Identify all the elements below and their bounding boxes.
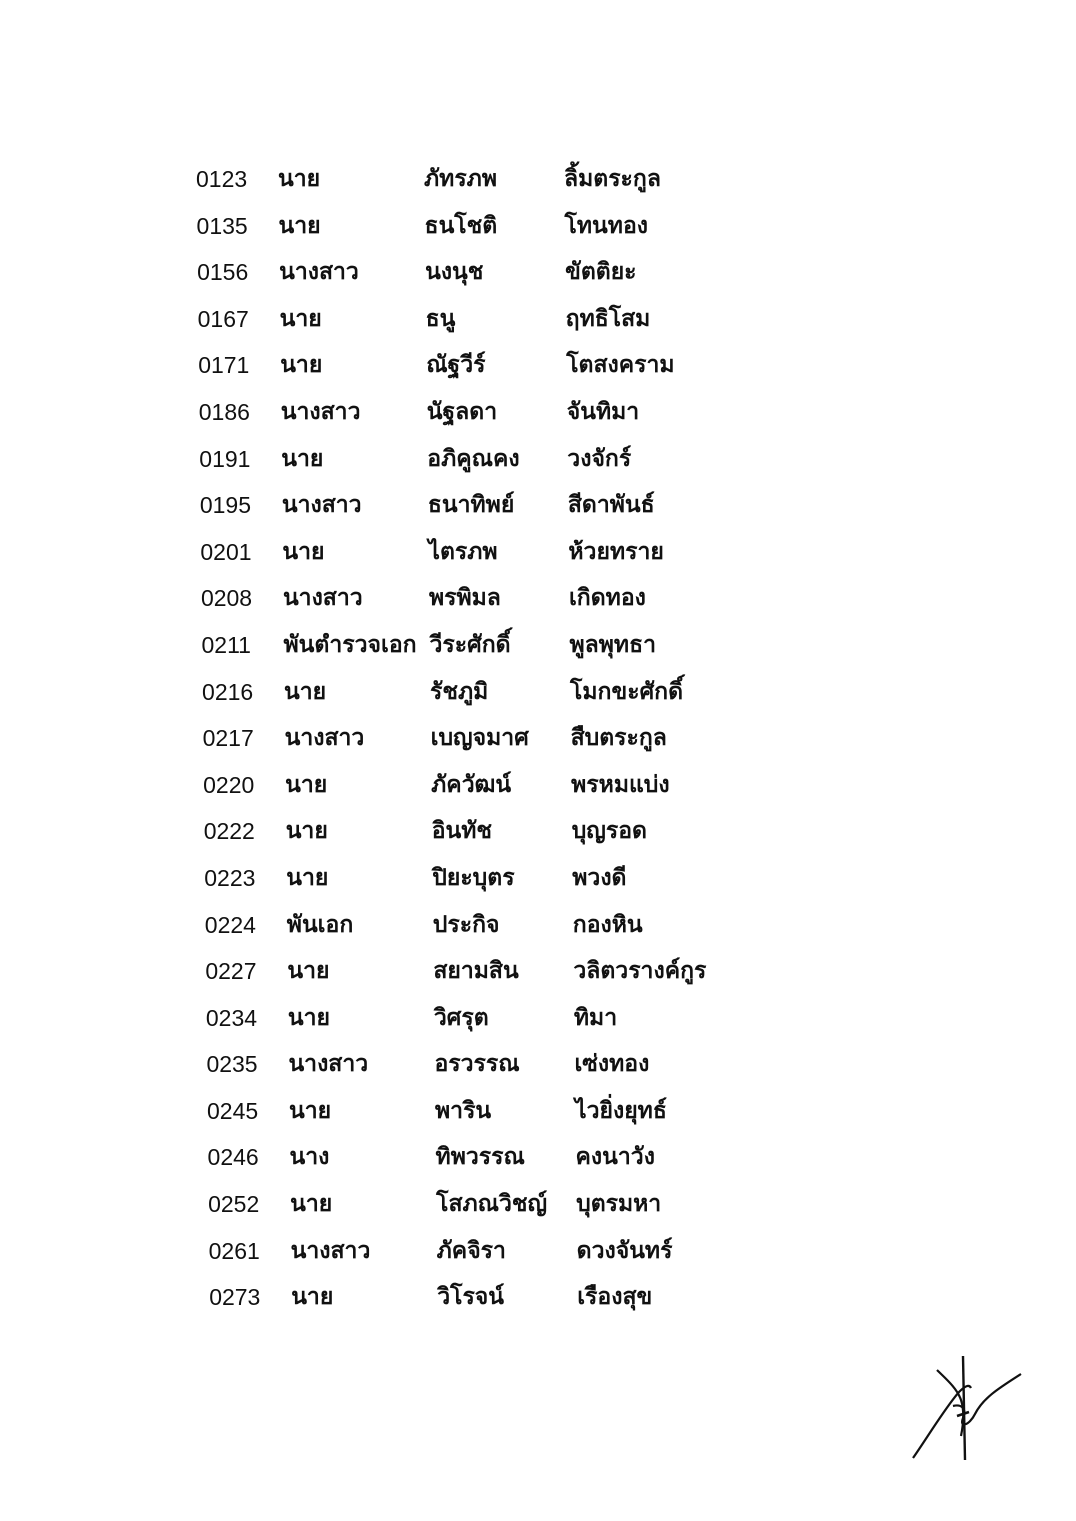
- list-row: [200, 529, 760, 576]
- row-last-name: พูลพุทธา: [569, 631, 657, 658]
- row-last-name: ดวงจันทร์: [576, 1237, 673, 1264]
- row-last-name: พรหมแบ่ง: [571, 771, 670, 798]
- row-first-name: อินทัช: [431, 818, 492, 845]
- row-last-name: เรืองสุข: [577, 1284, 653, 1311]
- row-last-name: บุตรมหา: [576, 1191, 662, 1218]
- list-row: [201, 575, 761, 622]
- handwritten-signature: [905, 1348, 1035, 1468]
- row-title: นาย: [279, 305, 322, 332]
- row-last-name: สีดาพันธ์: [567, 492, 655, 519]
- row-first-name: ภัคจิรา: [436, 1237, 506, 1264]
- list-row: [202, 669, 762, 716]
- row-number: 0156: [197, 259, 249, 286]
- row-last-name: ลิ้มตระกูล: [564, 166, 661, 192]
- list-row: [208, 1181, 768, 1228]
- row-title: พันตำรวจเอก: [283, 631, 417, 658]
- row-last-name: เกิดทอง: [568, 585, 646, 612]
- list-row: [206, 995, 766, 1042]
- row-number: 0186: [198, 398, 250, 425]
- list-row: [206, 1041, 766, 1088]
- list-row: [203, 762, 763, 809]
- row-number: 0220: [203, 771, 255, 798]
- row-number: 0252: [208, 1191, 260, 1218]
- row-title: นางสาว: [282, 585, 363, 612]
- row-number: 0171: [198, 352, 250, 379]
- list-row: [204, 808, 764, 855]
- row-number: 0123: [196, 166, 248, 192]
- row-number: 0191: [199, 445, 251, 472]
- row-last-name: โมกขะศักดิ์: [570, 678, 684, 705]
- row-title: นาย: [285, 818, 328, 845]
- row-title: นาย: [290, 1191, 333, 1218]
- list-row: [197, 203, 757, 250]
- row-number: 0227: [205, 958, 257, 985]
- row-last-name: เซ่งทอง: [574, 1051, 650, 1078]
- list-row: [198, 342, 758, 389]
- row-last-name: วงจักร์: [567, 445, 632, 472]
- list-row: [197, 249, 757, 296]
- row-title: นางสาว: [279, 259, 359, 286]
- row-number: 0261: [208, 1237, 260, 1264]
- row-last-name: โทนทอง: [564, 212, 648, 239]
- row-number: 0234: [205, 1004, 258, 1031]
- row-first-name: นงนุช: [425, 259, 484, 286]
- row-title: พันเอก: [286, 911, 354, 938]
- row-last-name: วลิตวรางค์กูร: [573, 958, 707, 985]
- row-number: 0208: [200, 585, 253, 612]
- row-first-name: รัชภูมิ: [430, 678, 489, 705]
- row-first-name: ธนโชติ: [424, 212, 498, 239]
- list-row: [198, 296, 758, 343]
- row-first-name: วิศรุต: [433, 1004, 489, 1031]
- row-last-name: โตสงคราม: [566, 352, 675, 379]
- row-title: นาย: [278, 166, 321, 192]
- row-number: 0245: [207, 1097, 259, 1124]
- row-number: 0224: [204, 911, 256, 938]
- row-title: นาย: [284, 678, 327, 705]
- row-number: 0223: [204, 864, 256, 891]
- list-row: [199, 389, 759, 436]
- list-row: [209, 1228, 769, 1275]
- list-row: [207, 1088, 767, 1135]
- row-first-name: นัฐลดา: [426, 398, 498, 425]
- row-title: นางสาว: [281, 492, 362, 519]
- row-first-name: ปิยะบุตร: [432, 864, 515, 891]
- row-title: นางสาว: [290, 1237, 371, 1264]
- row-last-name: กองหิน: [572, 911, 643, 938]
- row-first-name: ธนาทิพย์: [427, 492, 515, 519]
- row-title: นาย: [286, 864, 329, 891]
- row-title: นาง: [289, 1144, 330, 1171]
- row-title: นาย: [285, 771, 328, 798]
- row-first-name: อภิคูณคง: [427, 445, 520, 472]
- row-last-name: ขัตติยะ: [565, 259, 637, 286]
- row-last-name: บุญรอด: [571, 818, 647, 845]
- row-title: นาย: [282, 538, 325, 565]
- row-last-name: พวงดี: [572, 864, 627, 891]
- row-first-name: ภัทรภพ: [424, 166, 497, 192]
- row-first-name: ทิพวรรณ: [435, 1144, 525, 1171]
- row-number: 0235: [206, 1051, 258, 1078]
- row-last-name: ฤทธิโสม: [565, 305, 651, 332]
- row-first-name: วีระศักดิ์: [429, 631, 511, 658]
- row-first-name: อรวรรณ: [434, 1051, 520, 1078]
- row-first-name: ณัฐวีร์: [426, 352, 486, 379]
- row-first-name: ธนู: [425, 305, 456, 332]
- row-title: นาย: [278, 212, 321, 239]
- list-row: [196, 156, 756, 203]
- row-title: นาย: [281, 445, 324, 472]
- row-title: นาย: [287, 958, 330, 985]
- row-first-name: พรพิมล: [428, 585, 501, 612]
- row-first-name: ไตรภพ: [428, 538, 498, 565]
- row-first-name: เบญจมาศ: [430, 725, 529, 752]
- row-title: นาย: [287, 1004, 331, 1031]
- row-number: 0246: [207, 1144, 259, 1171]
- row-first-name: พาริน: [435, 1097, 492, 1124]
- row-number: 0167: [197, 305, 249, 332]
- list-row: [203, 715, 763, 762]
- row-number: 0201: [200, 538, 252, 565]
- row-title: นางสาว: [280, 398, 361, 425]
- list-row: [204, 855, 764, 902]
- row-title: นาย: [289, 1097, 332, 1124]
- row-title: นางสาว: [284, 725, 365, 752]
- row-first-name: โสภณวิชญ์: [436, 1191, 548, 1218]
- row-number: 0135: [196, 212, 248, 239]
- row-last-name: คงนาวัง: [575, 1144, 655, 1171]
- row-first-name: สยามสิน: [433, 958, 519, 985]
- row-last-name: ทิมา: [573, 1004, 618, 1031]
- list-row: [199, 436, 759, 483]
- row-title: นาย: [291, 1284, 334, 1311]
- list-row: [205, 948, 765, 995]
- list-row: [205, 902, 765, 949]
- row-last-name: ไวยิ่งยุทธ์: [575, 1097, 667, 1124]
- row-number: 0273: [209, 1284, 261, 1311]
- list-row: [202, 622, 762, 669]
- row-first-name: ประกิจ: [432, 911, 500, 938]
- row-first-name: ภัควัฒน์: [431, 771, 512, 798]
- row-number: 0217: [202, 725, 254, 752]
- list-row: [208, 1134, 768, 1181]
- row-title: นาย: [280, 352, 323, 379]
- row-last-name: สืบตระกูล: [570, 725, 667, 752]
- name-list: [196, 156, 756, 1321]
- row-first-name: วิโรจน์: [437, 1284, 505, 1311]
- row-last-name: จันทิมา: [566, 398, 640, 425]
- list-row: [209, 1274, 769, 1321]
- row-last-name: ห้วยทราย: [568, 538, 664, 565]
- row-number: 0222: [203, 818, 255, 845]
- row-number: 0195: [199, 492, 252, 519]
- row-number: 0216: [202, 678, 254, 705]
- row-title: นางสาว: [288, 1051, 369, 1078]
- list-row: [200, 482, 760, 529]
- row-number: 0211: [201, 631, 251, 658]
